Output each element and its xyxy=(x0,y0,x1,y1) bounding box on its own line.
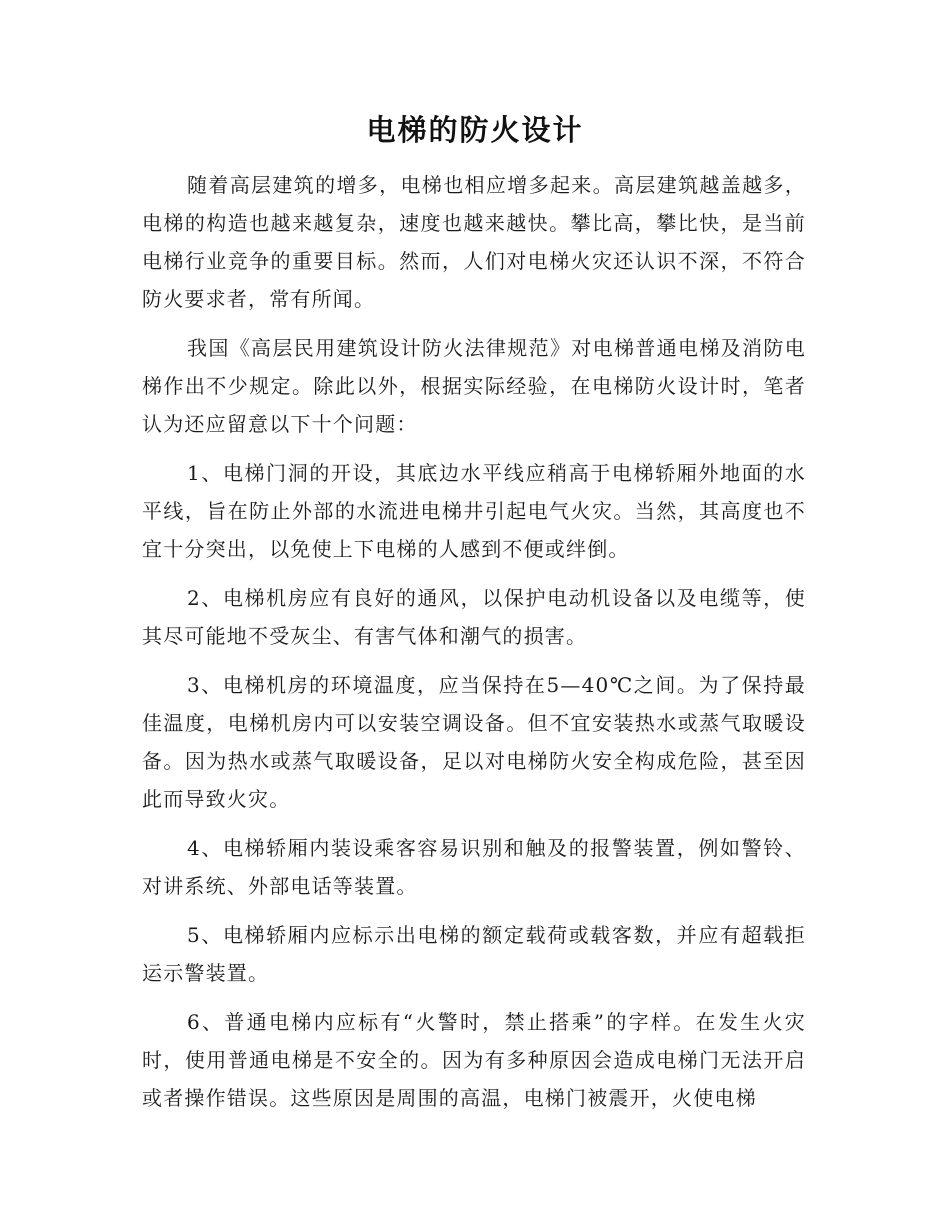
paragraph-item-4: 4、电梯轿厢内装设乘客容易识别和触及的报警装置，例如警铃、对讲系统、外部电话等装置。 xyxy=(142,836,806,898)
paragraph-item-2: 2、电梯机房应有良好的通风，以保护电动机设备以及电缆等，使其尽可能地不受灰尘、有害气体和潮气的损害。 xyxy=(142,586,806,648)
paragraph-intro: 随着高层建筑的增多，电梯也相应增多起来。高层建筑越盖越多，电梯的构造也越来越复杂，速度也越来越快。攀比高，攀比快，是当前电梯行业竞争的重要目标。然而，人们对电梯火灾还认识不深，不符合防火要求者，常有所闻。 xyxy=(142,173,806,311)
paragraph-item-5: 5、电梯轿厢内应标示出电梯的额定载荷或载客数，并应有超载拒运示警装置。 xyxy=(142,923,806,985)
document-body xyxy=(142,166,806,1128)
paragraph-item-6: 6、普通电梯内应标有“火警时，禁止搭乘”的字样。在发生火灾时，使用普通电梯是不安全的。因为有多种原因会造成电梯门无法开启或者操作错误。这些原因是周围的高温，电梯门被震开，火使电梯 xyxy=(142,1010,806,1110)
document-title: 电梯的防火设计 xyxy=(366,113,584,147)
paragraph-item-3: 3、电梯机房的环境温度，应当保持在5—40℃之间。为了保持最佳温度，电梯机房内可以安装空调设备。但不宜安装热水或蒸气取暖设备。因为热水或蒸气取暖设备，足以对电梯防火安全构成危险，甚至因此而导致火灾。 xyxy=(142,673,806,811)
paragraph-item-1: 1、电梯门洞的开设，其底边水平线应稍高于电梯轿厢外地面的水平线，旨在防止外部的水流进电梯井引起电气火灾。当然，其高度也不宜十分突出，以免使上下电梯的人感到不便或绊倒。 xyxy=(142,461,806,561)
paragraph-regulation: 我国《高层民用建筑设计防火法律规范》对电梯普通电梯及消防电梯作出不少规定。除此以外，根据实际经验，在电梯防火设计时，笔者认为还应留意以下十个问题： xyxy=(142,336,806,436)
